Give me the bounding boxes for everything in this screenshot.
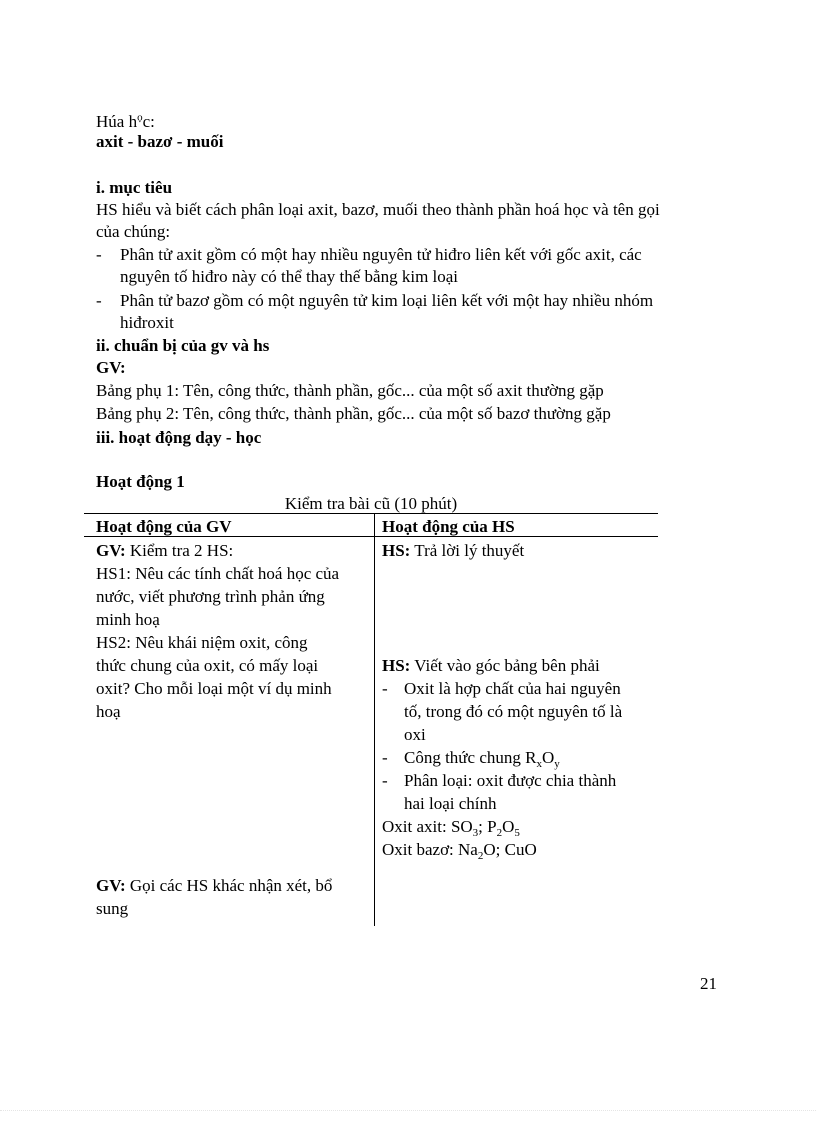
col-header-gv: Hoạt động của GV [96, 517, 232, 536]
bullet-marker: - [96, 291, 102, 310]
subject-label: Húa h [96, 112, 138, 131]
board-2: Bảng phụ 2: Tên, công thức, thành phần, gốc... của một số bazơ thường gặp [96, 404, 611, 423]
section3-heading: iii. hoạt động dạy - học [96, 428, 262, 447]
gv-line: thức chung của oxit, có mấy loại [96, 656, 319, 675]
section1-intro-line1: HS hiểu và biết cách phân loại axit, bazơ, muối theo thành phần hoá học và tên gọi [96, 200, 660, 219]
section1-intro-line2: của chúng: [96, 222, 171, 241]
hs-base-oxides: Oxit bazơ: $Na_2O$; CuO [382, 840, 537, 862]
hs-line: HS: Viết vào góc bảng bên phải [382, 656, 600, 675]
hs-line: hai loại chính [404, 794, 497, 813]
activity-heading: Hoạt động 1 [96, 472, 185, 491]
page-bottom-rule [0, 1110, 816, 1111]
bullet-line: hiđroxit [120, 313, 174, 332]
section1-heading: i. mục tiêu [96, 178, 173, 197]
gv-line: GV: Kiểm tra 2 HS: [96, 541, 234, 560]
gv-line: oxit? Cho mỗi loại một ví dụ minh [96, 679, 332, 698]
hs-line: HS: Trả lời lý thuyết [382, 541, 525, 560]
table-header-rule [84, 536, 658, 537]
board-1: Bảng phụ 1: Tên, công thức, thành phần, gốc... của một số axit thường gặp [96, 381, 604, 400]
section2-heading: ii. chuẩn bị của gv và hs [96, 336, 270, 355]
lesson-title: axit - bazơ - muối [96, 132, 224, 151]
bullet-line: Phân tử bazơ gồm có một nguyên tử kim loại liên kết với một hay nhiều nhóm [120, 291, 654, 310]
table-top-rule [84, 513, 658, 514]
col-header-hs: Hoạt động của HS [382, 517, 515, 536]
hs-dash: - [382, 771, 388, 790]
hs-dash: - [382, 679, 388, 698]
page-number: 21 [700, 974, 717, 993]
hs-line: oxi [404, 725, 426, 744]
subject-end: c: [142, 112, 155, 131]
gv-line: HS2: Nêu khái niệm oxit, công [96, 633, 308, 652]
gv-line: nước, viết phương trình phản ứng [96, 587, 325, 606]
gv-line: sung [96, 899, 129, 918]
hs-acid-oxides: Oxit axit: $SO_3$; $P_2O_5$ [382, 817, 520, 839]
hs-line: Phân loại: oxit được chia thành [404, 771, 617, 790]
bullet-marker: - [96, 245, 102, 264]
subject-sup: ọ [137, 111, 143, 124]
table-caption: Kiểm tra bài cũ (10 phút) [284, 494, 458, 513]
hs-line: tố, trong đó có một nguyên tố là [404, 702, 623, 721]
bullet-line: nguyên tố hiđro này có thể thay thế bằng kim loại [120, 267, 459, 286]
hs-dash: - [382, 748, 388, 767]
bullet-line: Phân tử axit gồm có một hay nhiều nguyên tử hiđro liên kết với gốc axit, các [120, 245, 642, 264]
gv-line: HS1: Nêu các tính chất hoá học của [96, 564, 340, 583]
gv-line: GV: Gọi các HS khác nhận xét, bổ [96, 876, 333, 895]
table-column-divider [374, 513, 375, 926]
gv-label: GV: [96, 358, 126, 377]
hs-line: Oxit là hợp chất của hai nguyên [404, 679, 621, 698]
gv-line: minh hoạ [96, 610, 160, 629]
hs-formula: Công thức chung $R_xO_y$ [404, 748, 560, 770]
gv-line: hoạ [96, 702, 121, 721]
